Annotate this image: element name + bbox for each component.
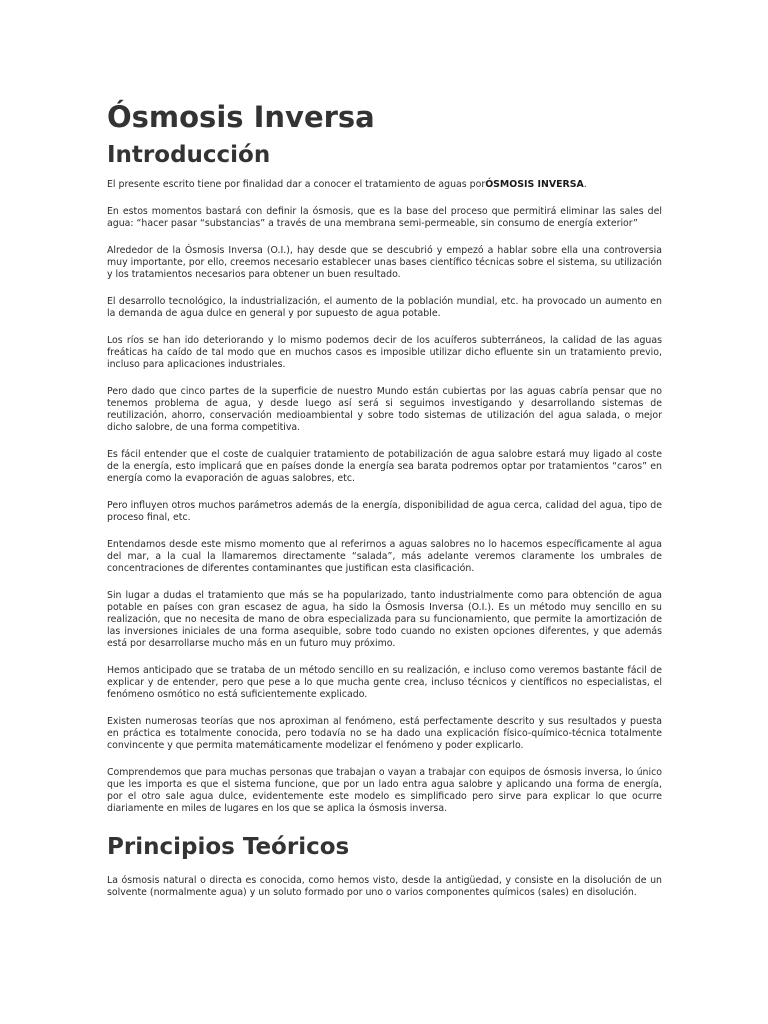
section-heading-introduccion: Introducción — [107, 142, 271, 168]
paragraph: Los ríos se han ido deteriorando y lo mismo podemos decir de los acuíferos subterráneos, la calidad de las aguas freáticas ha caído de tal modo que en muchos casos es imposible utilizar dicho efluente sin un tratamiento previo, incluso para aplicaciones industriales. — [107, 335, 662, 370]
paragraph: Sin lugar a dudas el tratamiento que más se ha popularizado, tanto industrialmente como para obtención de agua potable en países con gran escasez de agua, ha sido la Ósmosis Inversa (O.I.). Es un método muy sencillo en su realización, que no necesita de mano de obra especializada para su funcionamiento, que permite la amortización de las inversiones iniciales de una forma asequible, sobre todo cuando no existen opciones diferentes, y que además está por desarrollarse mucho más en un futuro muy próximo. — [107, 590, 662, 649]
paragraph: Hemos anticipado que se trataba de un método sencillo en su realización, e incluso como veremos bastante fácil de explicar y de entender, pero que pese a lo que mucha gente crea, incluso técnicos y científicos no especialistas, el fenómeno osmótico no está suficientemente explicado. — [107, 665, 662, 700]
paragraph: El desarrollo tecnológico, la industrialización, el aumento de la población mundial, etc. ha provocado un aumento en la demanda de agua dulce en general y por supuesto de agua potable. — [107, 296, 662, 319]
intro-paragraph — [107, 179, 662, 191]
paragraph: En estos momentos bastará con definir la ósmosis, que es la base del proceso que permitirá eliminar las sales del agua: “hacer pasar “substancias” a través de una membrana semi-permeable, sin consumo de energía exterior” — [107, 206, 662, 229]
paragraph: Comprendemos que para muchas personas que trabajan o vayan a trabajar con equipos de ósmosis inversa, lo único que les importa es que el sistema funcione, que por un lado entra agua salobre y aplicando una forma de energía, por el otro sale agua dulce, evidentemente este modelo es simplificado pero sirve para explicar lo que ocurre diariamente en miles de lugares en los que se aplica la ósmosis inversa. — [107, 767, 662, 814]
document-title: Ósmosis Inversa — [107, 100, 375, 134]
paragraph: Es fácil entender que el coste de cualquier tratamiento de potabilización de agua salobre estará muy ligado al coste de la energía, esto implicará que en países donde la energía sea barata podremos optar por tratamientos “caros” en energía como la evaporación de aguas salobres, etc. — [107, 449, 662, 484]
paragraph: Pero influyen otros muchos parámetros además de la energía, disponibilidad de agua cerca, calidad del agua, tipo de proceso final, etc. — [107, 500, 662, 523]
intro-text: El presente escrito tiene por finalidad dar a conocer el tratamiento de aguas por — [107, 179, 486, 190]
intro-text-end: . — [583, 179, 587, 190]
paragraph: Alrededor de la Ósmosis Inversa (O.I.), hay desde que se descubrió y empezó a hablar sobre ella una controversia muy importante, por ello, creemos necesario establecer unas bases científico técnicas sobre el sistema, su utilización y los tratamientos necesarios para obtener un buen resultado. — [107, 245, 662, 280]
document-page — [107, 96, 662, 914]
paragraph: La ósmosis natural o directa es conocida, como hemos visto, desde la antigüedad, y consiste en la disolución de un solvente (normalmente agua) y un soluto formado por uno o varios componentes químicos (sales) en disolución. — [107, 875, 662, 898]
paragraph: Existen numerosas teorías que nos aproximan al fenómeno, está perfectamente descrito y sus resultados y puesta en práctica es totalmente conocida, pero todavía no se ha dado una explicación físico-químico-técnica totalmente convincente y que permita matemáticamente modelizar el fenómeno y poder explicarlo. — [107, 716, 662, 751]
paragraph: Entendamos desde este mismo momento que al referirnos a aguas salobres no lo hacemos específicamente al agua del mar, a la cual la llamaremos directamente “salada”, más adelante veremos claramente los umbrales de concentraciones de diferentes contaminantes que justifican esta clasificación. — [107, 539, 662, 574]
intro-bold-text: ÓSMOSIS INVERSA — [485, 179, 584, 190]
section-heading-principios-teoricos: Principios Teóricos — [107, 834, 350, 860]
paragraph: Pero dado que cinco partes de la superficie de nuestro Mundo están cubiertas por las aguas cabría pensar que no tenemos problema de agua, y desde luego así será si seguimos investigando y desarrollando sistemas de reutilización, ahorro, conservación medioambiental y sobre todo sistemas de utilización del agua salada, o mejor dicho salobre, de una forma competitiva. — [107, 386, 662, 433]
